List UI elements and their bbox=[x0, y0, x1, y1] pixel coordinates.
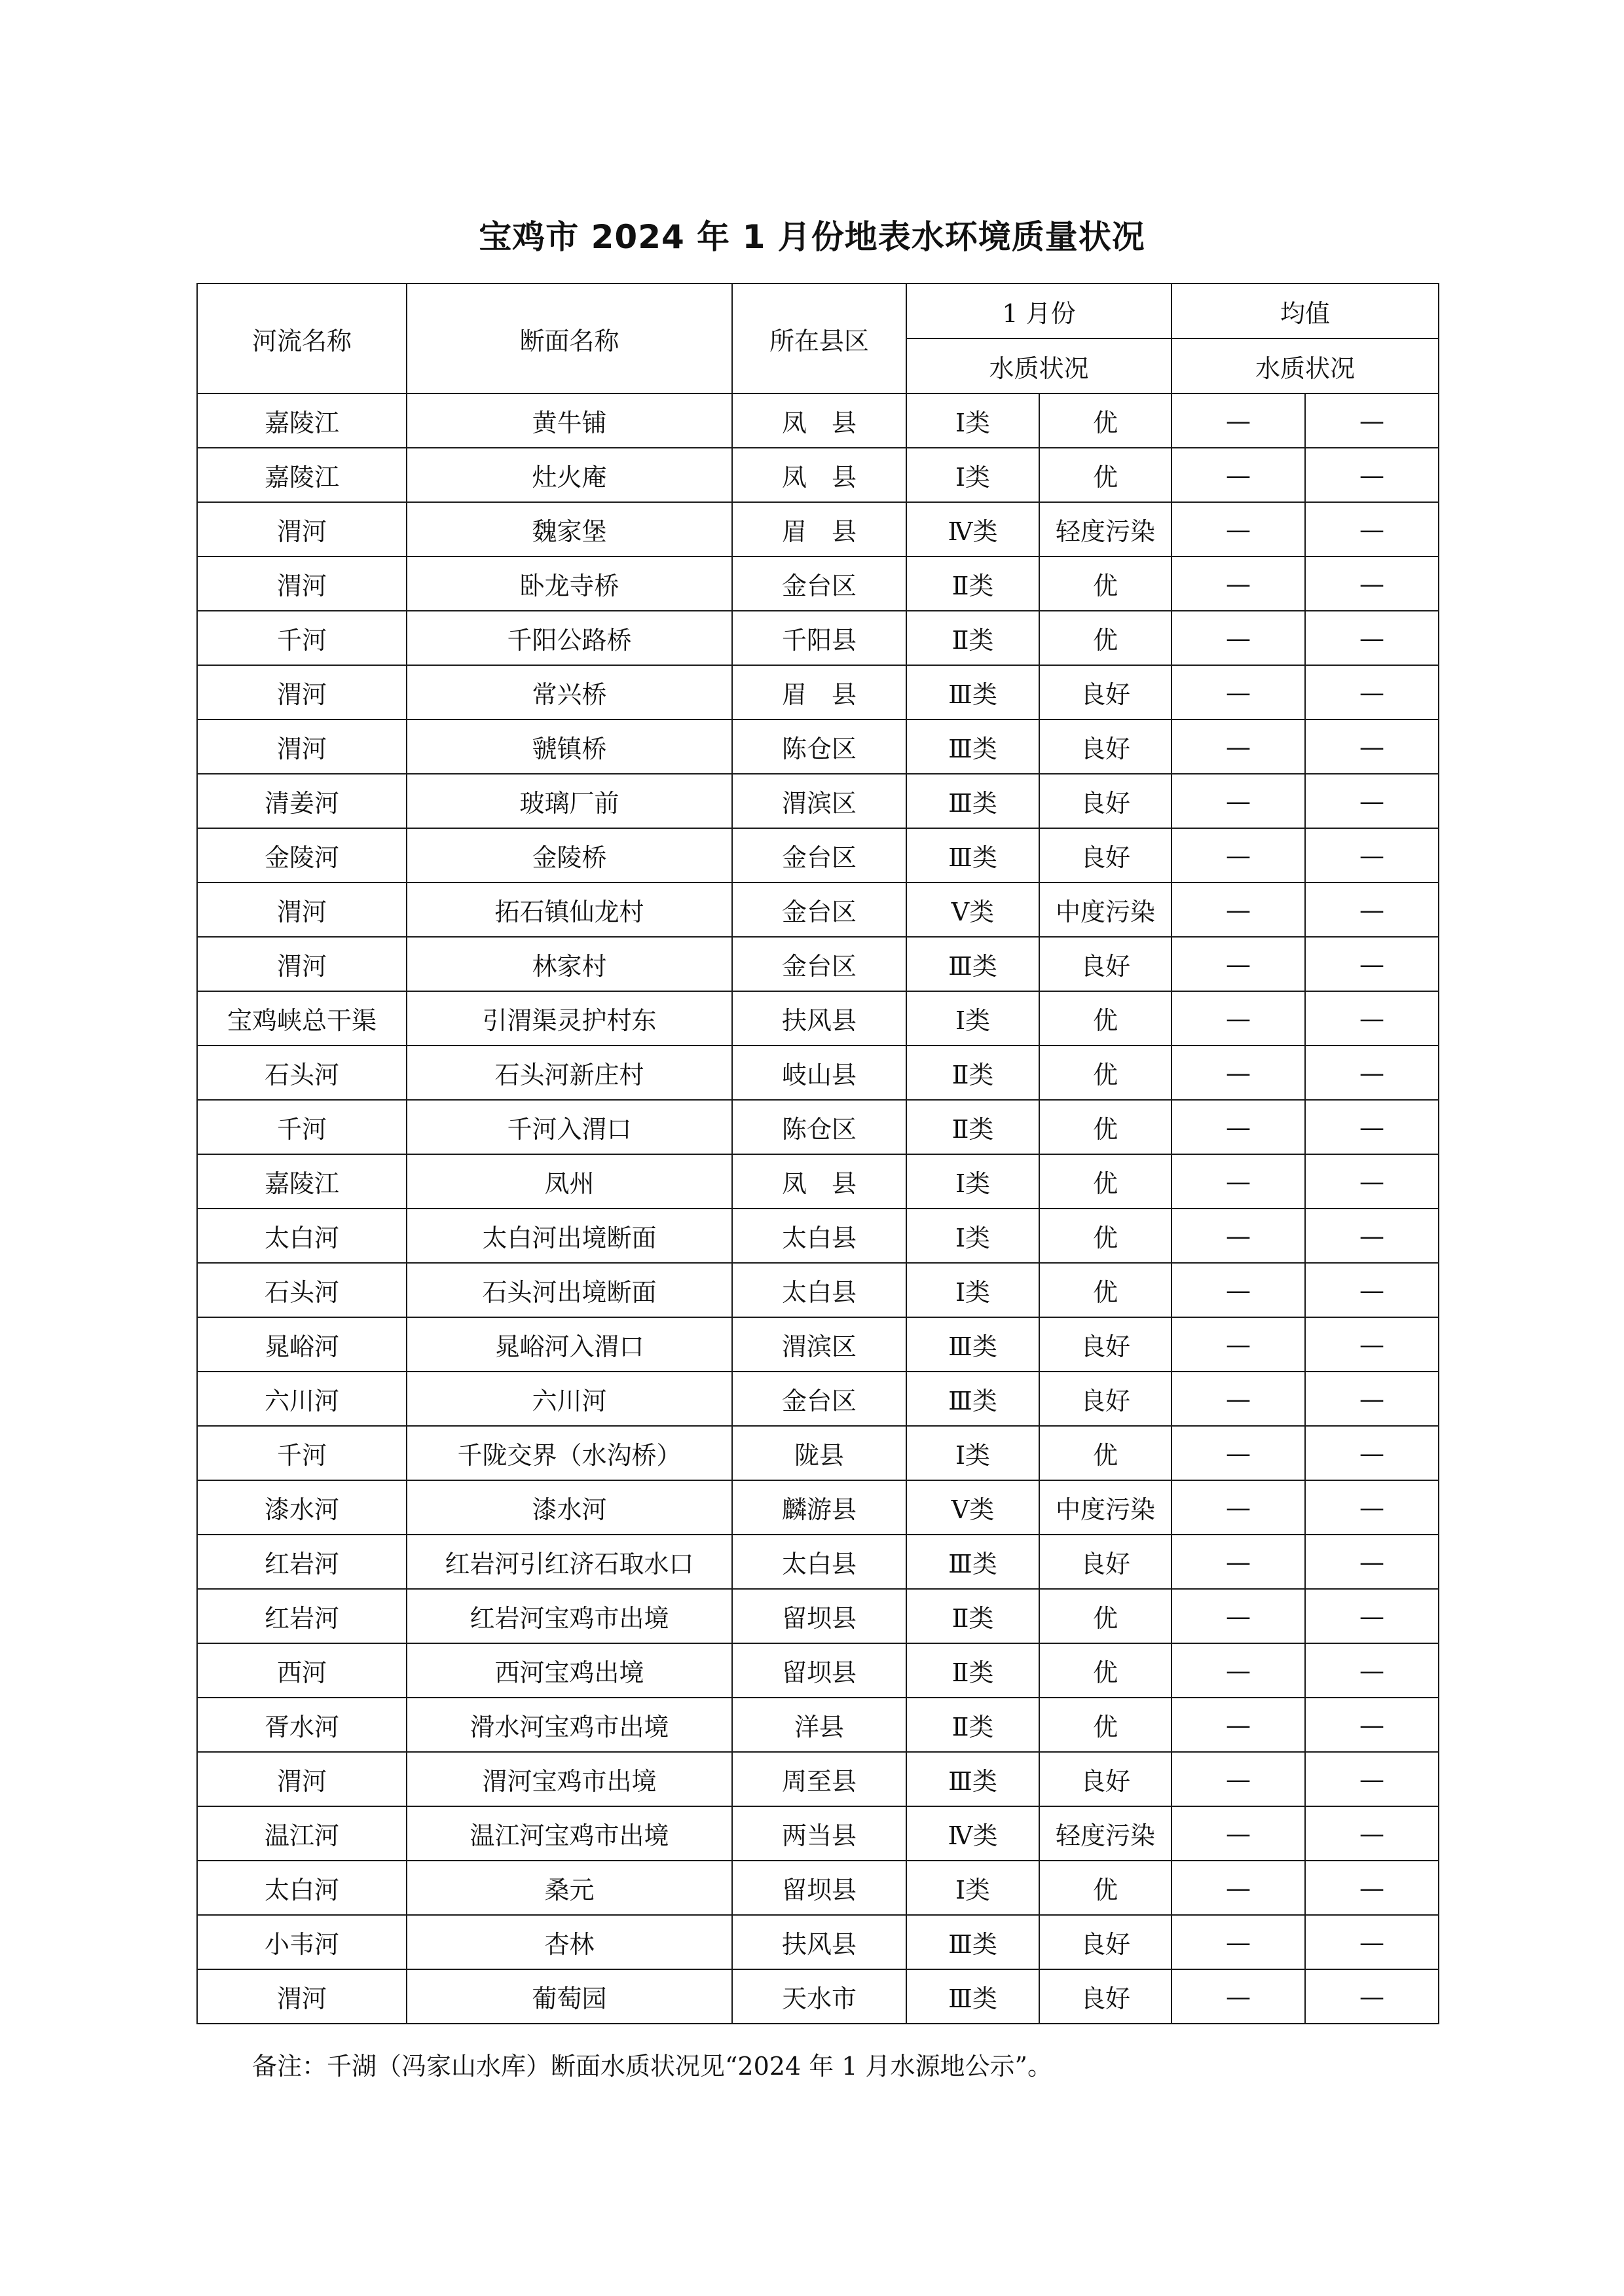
cell-average-status: — bbox=[1305, 774, 1439, 828]
cell-average-status: — bbox=[1305, 1046, 1439, 1100]
cell-county: 陇县 bbox=[732, 1426, 906, 1480]
cell-water-class: Ⅱ类 bbox=[906, 556, 1039, 611]
cell-average-class: — bbox=[1172, 1969, 1305, 2024]
cell-county: 扶风县 bbox=[732, 1915, 906, 1969]
remark-note: 备注：千湖（冯家山水库）断面水质状况见“2024 年 1 月水源地公示”。 bbox=[252, 2052, 1052, 2081]
cell-section-name: 千陇交界（水沟桥） bbox=[407, 1426, 732, 1480]
cell-county: 凤 县 bbox=[732, 448, 906, 502]
cell-average-status: — bbox=[1305, 1589, 1439, 1643]
cell-average-status: — bbox=[1305, 1643, 1439, 1698]
cell-river-name: 金陵河 bbox=[197, 828, 407, 883]
cell-county: 金台区 bbox=[732, 556, 906, 611]
table-row bbox=[197, 1698, 1439, 1752]
cell-average-class: — bbox=[1172, 1752, 1305, 1806]
cell-average-class: — bbox=[1172, 611, 1305, 665]
table-row bbox=[197, 1317, 1439, 1372]
cell-water-status: 优 bbox=[1039, 1046, 1172, 1100]
cell-average-status: — bbox=[1305, 1535, 1439, 1589]
cell-average-class: — bbox=[1172, 1154, 1305, 1209]
cell-county: 太白县 bbox=[732, 1209, 906, 1263]
cell-water-class: Ⅲ类 bbox=[906, 1752, 1039, 1806]
cell-river-name: 红岩河 bbox=[197, 1535, 407, 1589]
table-row bbox=[197, 1154, 1439, 1209]
cell-water-class: Ⅰ类 bbox=[906, 1154, 1039, 1209]
cell-water-class: Ⅱ类 bbox=[906, 1643, 1039, 1698]
cell-county: 陈仓区 bbox=[732, 720, 906, 774]
cell-county: 渭滨区 bbox=[732, 774, 906, 828]
cell-county: 陈仓区 bbox=[732, 1100, 906, 1154]
cell-section-name: 灶火庵 bbox=[407, 448, 732, 502]
cell-river-name: 渭河 bbox=[197, 1752, 407, 1806]
cell-section-name: 金陵桥 bbox=[407, 828, 732, 883]
cell-average-class: — bbox=[1172, 1209, 1305, 1263]
cell-average-status: — bbox=[1305, 393, 1439, 448]
cell-river-name: 红岩河 bbox=[197, 1589, 407, 1643]
cell-water-class: Ⅰ类 bbox=[906, 991, 1039, 1046]
cell-water-class: Ⅰ类 bbox=[906, 448, 1039, 502]
cell-section-name: 西河宝鸡出境 bbox=[407, 1643, 732, 1698]
cell-section-name: 千河入渭口 bbox=[407, 1100, 732, 1154]
page-title: 宝鸡市 2024 年 1 月份地表水环境质量状况 bbox=[479, 218, 1145, 256]
table-row bbox=[197, 1915, 1439, 1969]
table-row bbox=[197, 665, 1439, 720]
cell-water-status: 优 bbox=[1039, 556, 1172, 611]
cell-section-name: 常兴桥 bbox=[407, 665, 732, 720]
cell-water-class: Ⅴ类 bbox=[906, 1480, 1039, 1535]
table-row bbox=[197, 774, 1439, 828]
cell-water-status: 中度污染 bbox=[1039, 883, 1172, 937]
table-row bbox=[197, 720, 1439, 774]
cell-average-class: — bbox=[1172, 1589, 1305, 1643]
cell-section-name: 千阳公路桥 bbox=[407, 611, 732, 665]
cell-water-status: 优 bbox=[1039, 1154, 1172, 1209]
water-quality-table bbox=[196, 283, 1439, 2024]
table-header bbox=[197, 283, 1439, 393]
cell-average-class: — bbox=[1172, 448, 1305, 502]
cell-average-class: — bbox=[1172, 720, 1305, 774]
header-section-name: 断面名称 bbox=[407, 283, 732, 393]
cell-section-name: 黄牛铺 bbox=[407, 393, 732, 448]
cell-county: 金台区 bbox=[732, 937, 906, 991]
cell-average-status: — bbox=[1305, 665, 1439, 720]
cell-water-class: Ⅳ类 bbox=[906, 1806, 1039, 1861]
header-row-1 bbox=[197, 283, 1439, 338]
table-row bbox=[197, 1643, 1439, 1698]
cell-water-status: 优 bbox=[1039, 448, 1172, 502]
table-row bbox=[197, 1752, 1439, 1806]
cell-county: 扶风县 bbox=[732, 991, 906, 1046]
cell-average-status: — bbox=[1305, 937, 1439, 991]
cell-water-status: 中度污染 bbox=[1039, 1480, 1172, 1535]
cell-average-status: — bbox=[1305, 1154, 1439, 1209]
cell-water-status: 良好 bbox=[1039, 774, 1172, 828]
cell-average-status: — bbox=[1305, 1752, 1439, 1806]
cell-river-name: 渭河 bbox=[197, 556, 407, 611]
cell-river-name: 渭河 bbox=[197, 937, 407, 991]
header-month-status: 水质状况 bbox=[906, 338, 1172, 393]
cell-river-name: 清姜河 bbox=[197, 774, 407, 828]
cell-water-status: 良好 bbox=[1039, 1372, 1172, 1426]
cell-average-status: — bbox=[1305, 1372, 1439, 1426]
cell-water-class: Ⅲ类 bbox=[906, 828, 1039, 883]
cell-section-name: 红岩河宝鸡市出境 bbox=[407, 1589, 732, 1643]
cell-average-class: — bbox=[1172, 774, 1305, 828]
cell-section-name: 石头河新庄村 bbox=[407, 1046, 732, 1100]
cell-average-status: — bbox=[1305, 1263, 1439, 1317]
cell-water-class: Ⅲ类 bbox=[906, 1969, 1039, 2024]
cell-water-status: 优 bbox=[1039, 1263, 1172, 1317]
cell-water-status: 良好 bbox=[1039, 828, 1172, 883]
cell-water-class: Ⅳ类 bbox=[906, 502, 1039, 556]
cell-section-name: 杏林 bbox=[407, 1915, 732, 1969]
cell-water-class: Ⅲ类 bbox=[906, 1317, 1039, 1372]
cell-average-class: — bbox=[1172, 665, 1305, 720]
cell-water-status: 良好 bbox=[1039, 1915, 1172, 1969]
header-average: 均值 bbox=[1172, 283, 1439, 338]
cell-section-name: 六川河 bbox=[407, 1372, 732, 1426]
cell-water-status: 良好 bbox=[1039, 1752, 1172, 1806]
cell-county: 金台区 bbox=[732, 883, 906, 937]
cell-water-class: Ⅰ类 bbox=[906, 1263, 1039, 1317]
table-row bbox=[197, 1426, 1439, 1480]
cell-county: 留坝县 bbox=[732, 1643, 906, 1698]
cell-section-name: 温江河宝鸡市出境 bbox=[407, 1806, 732, 1861]
cell-river-name: 漆水河 bbox=[197, 1480, 407, 1535]
header-average-status: 水质状况 bbox=[1172, 338, 1439, 393]
cell-average-class: — bbox=[1172, 1643, 1305, 1698]
cell-river-name: 渭河 bbox=[197, 720, 407, 774]
table-row bbox=[197, 1589, 1439, 1643]
cell-river-name: 小韦河 bbox=[197, 1915, 407, 1969]
cell-water-status: 良好 bbox=[1039, 665, 1172, 720]
cell-river-name: 渭河 bbox=[197, 502, 407, 556]
cell-river-name: 嘉陵江 bbox=[197, 393, 407, 448]
cell-section-name: 凤州 bbox=[407, 1154, 732, 1209]
cell-river-name: 温江河 bbox=[197, 1806, 407, 1861]
cell-average-class: — bbox=[1172, 556, 1305, 611]
cell-average-status: — bbox=[1305, 883, 1439, 937]
cell-county: 洋县 bbox=[732, 1698, 906, 1752]
cell-water-class: Ⅴ类 bbox=[906, 883, 1039, 937]
cell-average-class: — bbox=[1172, 1806, 1305, 1861]
cell-county: 金台区 bbox=[732, 1372, 906, 1426]
table-row bbox=[197, 1046, 1439, 1100]
table-row bbox=[197, 1263, 1439, 1317]
cell-river-name: 太白河 bbox=[197, 1861, 407, 1915]
cell-section-name: 漆水河 bbox=[407, 1480, 732, 1535]
cell-river-name: 晁峪河 bbox=[197, 1317, 407, 1372]
cell-average-class: — bbox=[1172, 937, 1305, 991]
cell-average-status: — bbox=[1305, 448, 1439, 502]
cell-county: 留坝县 bbox=[732, 1861, 906, 1915]
cell-county: 天水市 bbox=[732, 1969, 906, 2024]
header-month: 1 月份 bbox=[906, 283, 1172, 338]
cell-average-class: — bbox=[1172, 883, 1305, 937]
cell-river-name: 渭河 bbox=[197, 1969, 407, 2024]
cell-water-status: 良好 bbox=[1039, 1317, 1172, 1372]
cell-section-name: 卧龙寺桥 bbox=[407, 556, 732, 611]
cell-county: 凤 县 bbox=[732, 1154, 906, 1209]
cell-water-class: Ⅲ类 bbox=[906, 937, 1039, 991]
cell-section-name: 引渭渠灵护村东 bbox=[407, 991, 732, 1046]
cell-water-status: 优 bbox=[1039, 611, 1172, 665]
cell-county: 眉 县 bbox=[732, 502, 906, 556]
cell-water-status: 优 bbox=[1039, 1589, 1172, 1643]
cell-average-status: — bbox=[1305, 1317, 1439, 1372]
cell-average-class: — bbox=[1172, 1480, 1305, 1535]
cell-water-class: Ⅲ类 bbox=[906, 1535, 1039, 1589]
cell-average-status: — bbox=[1305, 1480, 1439, 1535]
cell-county: 渭滨区 bbox=[732, 1317, 906, 1372]
cell-average-status: — bbox=[1305, 1861, 1439, 1915]
cell-water-class: Ⅰ类 bbox=[906, 1426, 1039, 1480]
cell-section-name: 晁峪河入渭口 bbox=[407, 1317, 732, 1372]
table-body bbox=[197, 393, 1439, 2024]
cell-section-name: 桑元 bbox=[407, 1861, 732, 1915]
cell-water-class: Ⅲ类 bbox=[906, 1372, 1039, 1426]
cell-average-class: — bbox=[1172, 991, 1305, 1046]
cell-average-class: — bbox=[1172, 1698, 1305, 1752]
cell-water-class: Ⅱ类 bbox=[906, 1100, 1039, 1154]
cell-county: 太白县 bbox=[732, 1263, 906, 1317]
cell-county: 太白县 bbox=[732, 1535, 906, 1589]
cell-county: 两当县 bbox=[732, 1806, 906, 1861]
cell-water-status: 轻度污染 bbox=[1039, 502, 1172, 556]
cell-average-class: — bbox=[1172, 502, 1305, 556]
cell-average-status: — bbox=[1305, 1969, 1439, 2024]
cell-county: 眉 县 bbox=[732, 665, 906, 720]
cell-river-name: 渭河 bbox=[197, 665, 407, 720]
cell-section-name: 渭河宝鸡市出境 bbox=[407, 1752, 732, 1806]
cell-water-class: Ⅲ类 bbox=[906, 665, 1039, 720]
table-row bbox=[197, 1969, 1439, 2024]
table-row bbox=[197, 991, 1439, 1046]
cell-river-name: 胥水河 bbox=[197, 1698, 407, 1752]
cell-average-class: — bbox=[1172, 828, 1305, 883]
cell-water-status: 轻度污染 bbox=[1039, 1806, 1172, 1861]
cell-county: 周至县 bbox=[732, 1752, 906, 1806]
cell-average-class: — bbox=[1172, 1861, 1305, 1915]
table-row bbox=[197, 937, 1439, 991]
cell-river-name: 千河 bbox=[197, 611, 407, 665]
table-row bbox=[197, 502, 1439, 556]
cell-section-name: 玻璃厂前 bbox=[407, 774, 732, 828]
cell-water-status: 优 bbox=[1039, 1209, 1172, 1263]
cell-water-status: 优 bbox=[1039, 991, 1172, 1046]
cell-average-status: — bbox=[1305, 1698, 1439, 1752]
cell-average-status: — bbox=[1305, 991, 1439, 1046]
cell-average-status: — bbox=[1305, 611, 1439, 665]
cell-average-class: — bbox=[1172, 1263, 1305, 1317]
cell-average-class: — bbox=[1172, 393, 1305, 448]
cell-county: 留坝县 bbox=[732, 1589, 906, 1643]
cell-water-status: 良好 bbox=[1039, 1535, 1172, 1589]
cell-average-status: — bbox=[1305, 720, 1439, 774]
cell-average-class: — bbox=[1172, 1046, 1305, 1100]
cell-county: 麟游县 bbox=[732, 1480, 906, 1535]
cell-county: 岐山县 bbox=[732, 1046, 906, 1100]
cell-average-class: — bbox=[1172, 1535, 1305, 1589]
cell-water-status: 良好 bbox=[1039, 1969, 1172, 2024]
header-river-name: 河流名称 bbox=[197, 283, 407, 393]
table-row bbox=[197, 1372, 1439, 1426]
cell-average-status: — bbox=[1305, 1915, 1439, 1969]
cell-county: 千阳县 bbox=[732, 611, 906, 665]
cell-section-name: 林家村 bbox=[407, 937, 732, 991]
cell-river-name: 千河 bbox=[197, 1426, 407, 1480]
table-row bbox=[197, 828, 1439, 883]
cell-river-name: 石头河 bbox=[197, 1046, 407, 1100]
cell-water-class: Ⅱ类 bbox=[906, 1046, 1039, 1100]
table-row bbox=[197, 1535, 1439, 1589]
cell-section-name: 虢镇桥 bbox=[407, 720, 732, 774]
cell-average-status: — bbox=[1305, 1209, 1439, 1263]
cell-section-name: 拓石镇仙龙村 bbox=[407, 883, 732, 937]
table-row bbox=[197, 1806, 1439, 1861]
cell-water-status: 优 bbox=[1039, 1861, 1172, 1915]
cell-section-name: 红岩河引红济石取水口 bbox=[407, 1535, 732, 1589]
cell-county: 金台区 bbox=[732, 828, 906, 883]
cell-average-status: — bbox=[1305, 556, 1439, 611]
cell-water-class: Ⅲ类 bbox=[906, 720, 1039, 774]
cell-water-status: 优 bbox=[1039, 1100, 1172, 1154]
cell-river-name: 嘉陵江 bbox=[197, 1154, 407, 1209]
cell-water-class: Ⅰ类 bbox=[906, 1209, 1039, 1263]
table-row bbox=[197, 1480, 1439, 1535]
cell-average-class: — bbox=[1172, 1317, 1305, 1372]
cell-water-status: 良好 bbox=[1039, 720, 1172, 774]
cell-river-name: 嘉陵江 bbox=[197, 448, 407, 502]
cell-water-class: Ⅰ类 bbox=[906, 1861, 1039, 1915]
cell-water-status: 优 bbox=[1039, 1426, 1172, 1480]
cell-section-name: 魏家堡 bbox=[407, 502, 732, 556]
cell-water-status: 优 bbox=[1039, 393, 1172, 448]
cell-water-class: Ⅱ类 bbox=[906, 611, 1039, 665]
cell-water-class: Ⅱ类 bbox=[906, 1589, 1039, 1643]
cell-river-name: 宝鸡峡总干渠 bbox=[197, 991, 407, 1046]
cell-average-class: — bbox=[1172, 1100, 1305, 1154]
cell-section-name: 葡萄园 bbox=[407, 1969, 732, 2024]
cell-average-status: — bbox=[1305, 828, 1439, 883]
table-row bbox=[197, 556, 1439, 611]
cell-average-class: — bbox=[1172, 1915, 1305, 1969]
cell-river-name: 千河 bbox=[197, 1100, 407, 1154]
cell-average-status: — bbox=[1305, 1426, 1439, 1480]
cell-river-name: 太白河 bbox=[197, 1209, 407, 1263]
table-row bbox=[197, 1209, 1439, 1263]
cell-river-name: 渭河 bbox=[197, 883, 407, 937]
header-county: 所在县区 bbox=[732, 283, 906, 393]
cell-water-class: Ⅱ类 bbox=[906, 1698, 1039, 1752]
cell-section-name: 石头河出境断面 bbox=[407, 1263, 732, 1317]
table-row bbox=[197, 393, 1439, 448]
cell-water-status: 优 bbox=[1039, 1643, 1172, 1698]
cell-average-status: — bbox=[1305, 1100, 1439, 1154]
cell-river-name: 六川河 bbox=[197, 1372, 407, 1426]
cell-water-status: 良好 bbox=[1039, 937, 1172, 991]
table-row bbox=[197, 448, 1439, 502]
cell-river-name: 石头河 bbox=[197, 1263, 407, 1317]
table-row bbox=[197, 883, 1439, 937]
cell-average-class: — bbox=[1172, 1372, 1305, 1426]
cell-section-name: 太白河出境断面 bbox=[407, 1209, 732, 1263]
cell-county: 凤 县 bbox=[732, 393, 906, 448]
cell-water-class: Ⅲ类 bbox=[906, 1915, 1039, 1969]
cell-average-status: — bbox=[1305, 1806, 1439, 1861]
table-row bbox=[197, 1100, 1439, 1154]
cell-water-status: 优 bbox=[1039, 1698, 1172, 1752]
table-row bbox=[197, 611, 1439, 665]
table-row bbox=[197, 1861, 1439, 1915]
cell-average-status: — bbox=[1305, 502, 1439, 556]
cell-section-name: 滑水河宝鸡市出境 bbox=[407, 1698, 732, 1752]
cell-water-class: Ⅲ类 bbox=[906, 774, 1039, 828]
cell-average-class: — bbox=[1172, 1426, 1305, 1480]
cell-water-class: Ⅰ类 bbox=[906, 393, 1039, 448]
cell-river-name: 西河 bbox=[197, 1643, 407, 1698]
